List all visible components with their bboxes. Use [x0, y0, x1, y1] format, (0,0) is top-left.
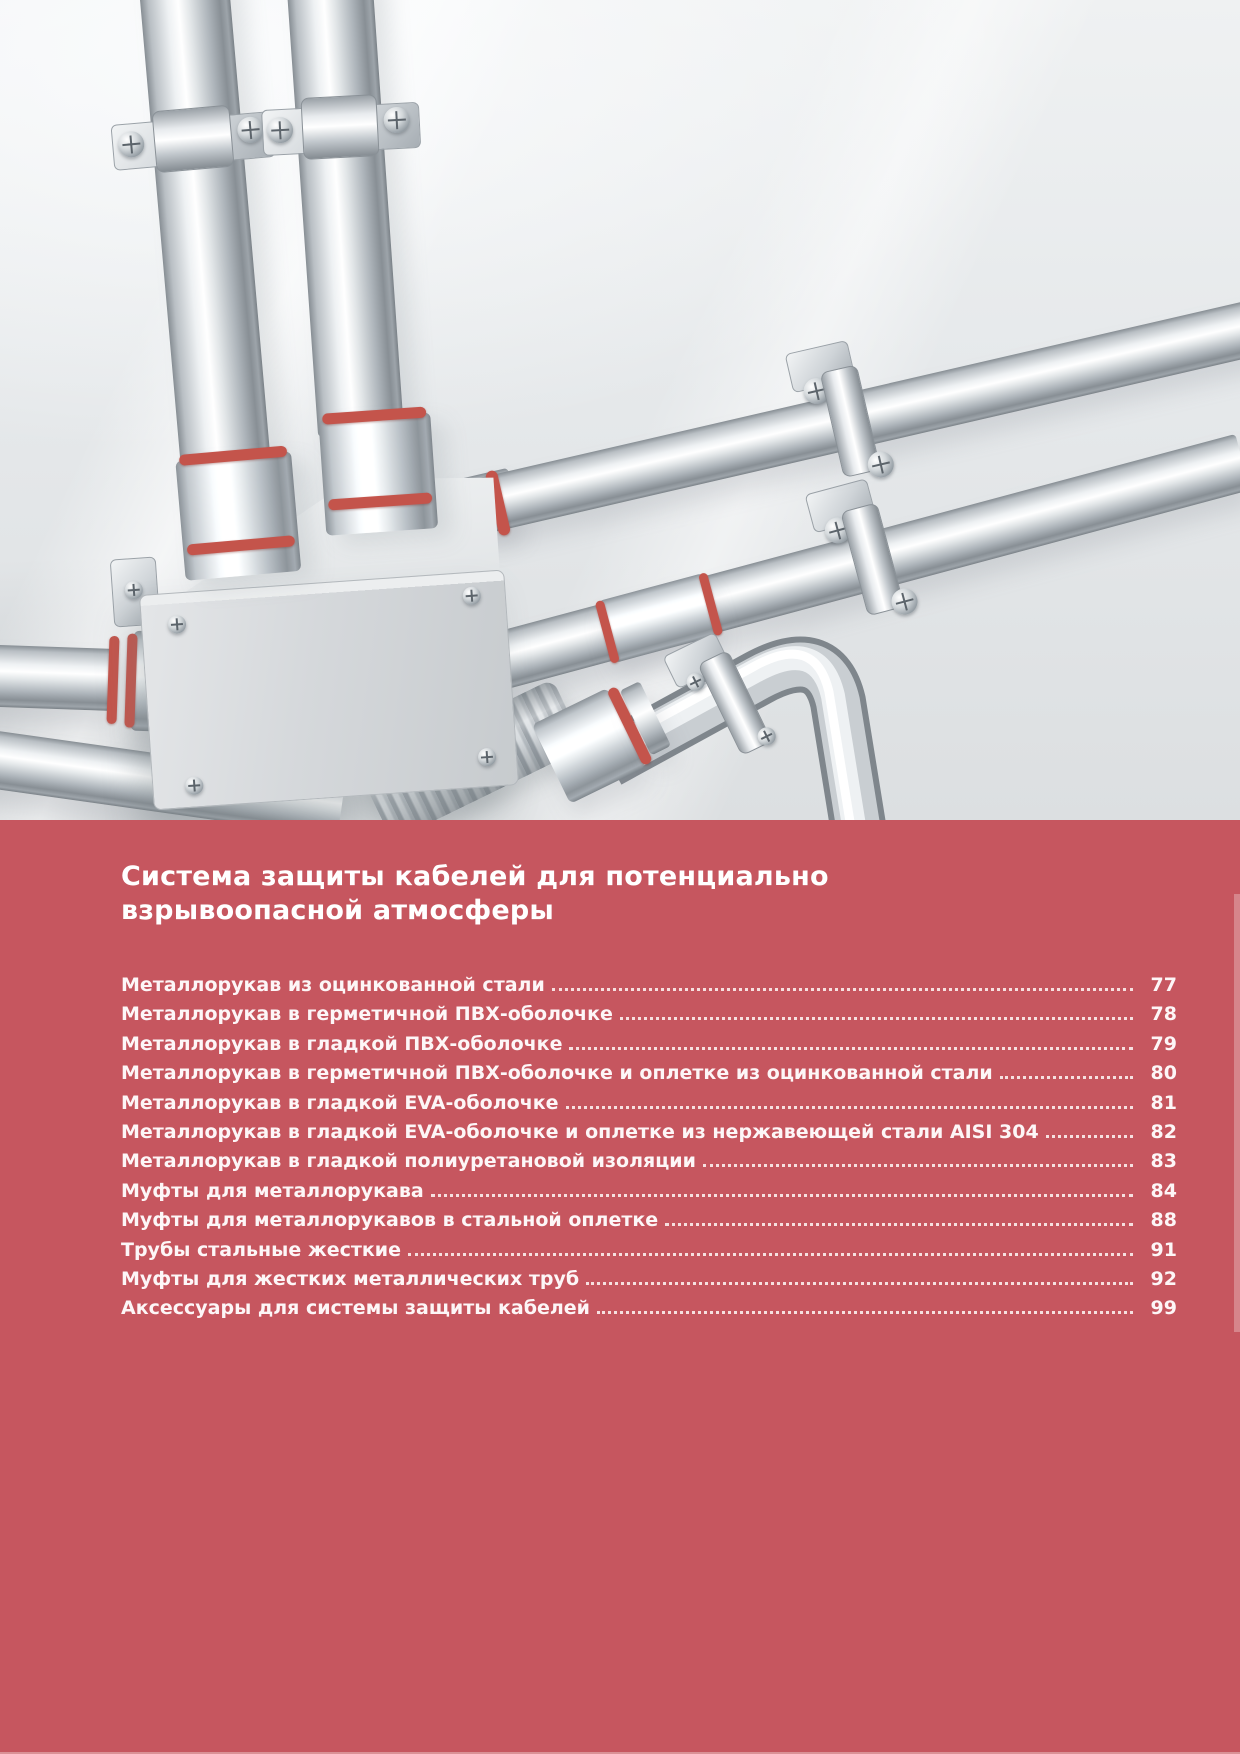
dot-leader [569, 1033, 1133, 1050]
toc-row[interactable] [121, 1121, 1177, 1150]
junction-box [139, 569, 519, 810]
toc-row[interactable] [121, 1180, 1177, 1209]
toc-row[interactable] [121, 1092, 1177, 1121]
pipe-clamp [260, 90, 419, 164]
toc-page-number: 80 [1150, 1062, 1177, 1085]
fitting-body [175, 451, 301, 581]
toc-row[interactable] [121, 1003, 1177, 1032]
toc-row[interactable] [121, 974, 1177, 1003]
toc-entry-label: Аксессуары для системы защиты кабелей [121, 1297, 590, 1320]
toc-page-number: 88 [1150, 1209, 1177, 1232]
toc-page-number: 77 [1150, 974, 1177, 996]
dot-leader [1046, 1121, 1133, 1138]
fitting-body [318, 412, 438, 536]
screw-icon [167, 615, 186, 634]
toc-page-number: 81 [1150, 1091, 1177, 1114]
toc-entry-label: Муфты для жестких металлических труб [121, 1267, 580, 1290]
contents-panel [0, 820, 1240, 1754]
clamp-band [300, 94, 379, 160]
toc-page-number: 91 [1150, 1238, 1177, 1261]
toc-entry-label: Металлорукав в гладкой полиуретановой изоляции [121, 1150, 696, 1173]
toc-row[interactable] [121, 1033, 1177, 1062]
toc-page-number: 84 [1150, 1179, 1177, 1202]
toc-entry-label: Муфты для металлорукавов в стальной оплетке [121, 1209, 659, 1232]
toc-entry-label: Муфты для металлорукава [121, 1179, 424, 1202]
toc-row[interactable] [121, 1297, 1177, 1326]
screw-icon [462, 586, 481, 605]
toc-entry-label: Металлорукав в герметичной ПВХ-оболочке и оплетке из оцинкованной стали [121, 1062, 993, 1085]
toc-page-number: 83 [1150, 1150, 1177, 1173]
page-edge-tab [1234, 894, 1240, 1332]
pipe-clamp [109, 99, 274, 179]
hero-photo [0, 0, 1240, 820]
toc-page-number: 92 [1150, 1267, 1177, 1290]
screw-icon [185, 776, 204, 795]
table-of-contents [121, 974, 1177, 1327]
dot-leader [566, 1092, 1133, 1109]
screw-icon [477, 748, 496, 767]
toc-entry-label: Металлорукав из оцинкованной стали [121, 974, 545, 996]
toc-row[interactable] [121, 1268, 1177, 1297]
box-top-fitting-left [175, 443, 302, 581]
dot-leader [586, 1268, 1133, 1285]
toc-entry-label: Металлорукав в гладкой ПВХ-оболочке [121, 1032, 563, 1055]
toc-page-number: 79 [1150, 1032, 1177, 1055]
toc-entry-label: Металлорукав в герметичной ПВХ-оболочке [121, 1003, 613, 1026]
toc-entry-label: Металлорукав в гладкой EVA-оболочке [121, 1091, 559, 1114]
toc-page-number: 99 [1150, 1297, 1177, 1320]
page-title-line1: Система защиты кабелей для потенциально [121, 861, 829, 892]
dot-leader [431, 1180, 1133, 1197]
clamp-band [151, 105, 234, 174]
toc-row[interactable] [121, 1209, 1177, 1238]
box-top-fitting-right [318, 404, 438, 536]
toc-entry-label: Трубы стальные жесткие [121, 1238, 402, 1261]
dot-leader [703, 1150, 1133, 1167]
toc-entry-label: Металлорукав в гладкой EVA-оболочке и оплетке из нержавеющей стали AISI 304 [121, 1120, 1039, 1143]
dot-leader [1000, 1062, 1133, 1079]
page-title [121, 860, 1177, 928]
dot-leader [408, 1239, 1133, 1256]
toc-row[interactable] [121, 1150, 1177, 1179]
toc-page-number: 82 [1150, 1120, 1177, 1143]
toc-row[interactable] [121, 1239, 1177, 1268]
toc-page-number: 78 [1150, 1003, 1177, 1026]
page-title-line2: взрывоопасной атмосферы [121, 895, 555, 926]
toc-row[interactable] [121, 1062, 1177, 1091]
dot-leader [665, 1209, 1133, 1226]
dot-leader [552, 974, 1133, 991]
dot-leader [597, 1297, 1133, 1314]
dot-leader [620, 1003, 1133, 1020]
